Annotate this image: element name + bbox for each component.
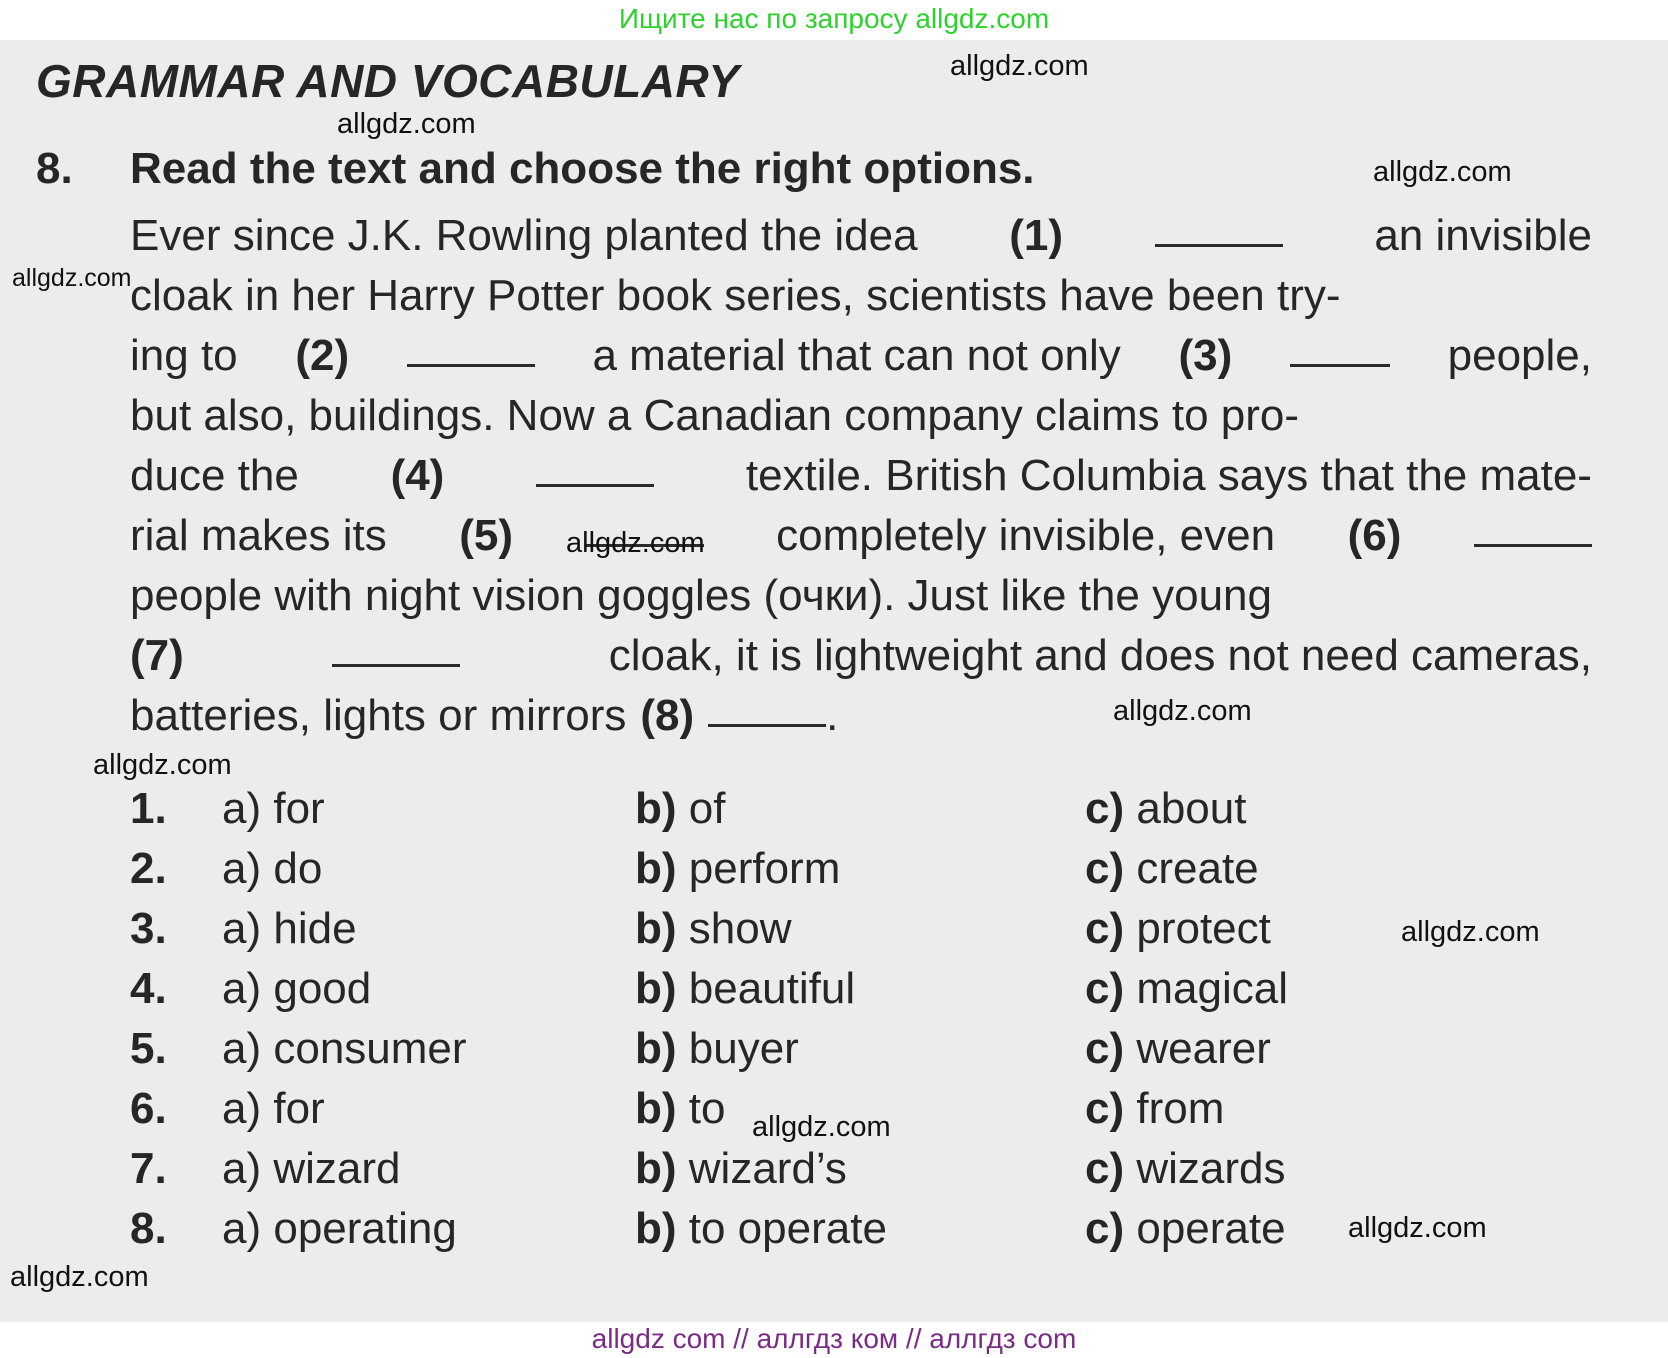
option-c [1085, 1024, 1271, 1074]
option-text: show [688, 904, 792, 953]
option-c [1085, 1144, 1286, 1194]
gap-blank [407, 326, 535, 367]
option-c [1085, 784, 1246, 834]
option-number: 5. [130, 1024, 167, 1073]
watermark: allgdz.com [1113, 695, 1252, 727]
option-c [1085, 1204, 1286, 1254]
gap-blank [708, 686, 826, 727]
option-b [635, 964, 855, 1014]
option-b [635, 1204, 887, 1254]
textbook-page [0, 40, 1668, 1322]
passage-text: a material that can not only [592, 331, 1121, 380]
option-a: a) operating [222, 1204, 457, 1253]
option-letter: c) [1085, 1024, 1125, 1073]
option-a: a) for [222, 784, 325, 833]
option-c [1085, 964, 1288, 1014]
watermark: allgdz.com [93, 749, 232, 781]
option-letter: b) [635, 1024, 677, 1073]
option-text: operate [1136, 1204, 1286, 1253]
passage-text: batteries, lights or mirrors [130, 691, 627, 740]
passage-text: an invisible [1374, 211, 1592, 260]
gap-blank [1155, 206, 1283, 247]
passage-text: Ever since J.K. Rowling planted the idea [130, 211, 918, 260]
option-c [1085, 904, 1271, 954]
option-number: 4. [130, 964, 167, 1013]
option-text: buyer [688, 1024, 799, 1073]
gap-blank [1290, 326, 1390, 367]
passage-text: ing to [130, 331, 238, 380]
option-a: a) good [222, 964, 372, 1013]
option-c [1085, 1084, 1224, 1134]
watermark: allgdz.com [337, 108, 476, 140]
passage-text: rial makes its [130, 511, 387, 560]
option-text: to [688, 1084, 726, 1133]
option-text: to operate [688, 1204, 887, 1253]
option-a: a) do [222, 844, 323, 893]
option-letter: c) [1085, 1204, 1125, 1253]
gap-number: (1) [1009, 211, 1063, 260]
passage-text: but also, buildings. Now a Canadian company claims to pro- [130, 391, 1300, 440]
top-banner: Ищите нас по запросу allgdz.com [618, 3, 1050, 34]
option-a: a) hide [222, 904, 357, 953]
option-text: wearer [1136, 1024, 1271, 1073]
passage-line [130, 266, 1592, 326]
passage-text: cloak, it is lightweight and does not need cameras, [608, 631, 1592, 680]
watermark: allgdz.com [12, 264, 132, 292]
gap-number: (5) [459, 511, 514, 560]
option-text: protect [1136, 904, 1271, 953]
passage-text: completely invisible, even [776, 511, 1276, 560]
option-text: wizard’s [688, 1144, 847, 1193]
option-text: magical [1136, 964, 1288, 1013]
option-text: perform [688, 844, 841, 893]
reading-passage [130, 206, 1592, 746]
passage-line [130, 506, 1592, 566]
option-text: about [1136, 784, 1247, 833]
gap-number: (6) [1347, 511, 1402, 560]
option-text: from [1136, 1084, 1225, 1133]
option-a: a) consumer [222, 1024, 467, 1073]
watermark: allgdz.com [1401, 916, 1540, 948]
task-instruction: Read the text and choose the right options. [130, 144, 1035, 193]
option-letter: c) [1085, 964, 1125, 1013]
passage-text: duce the [130, 451, 299, 500]
option-number: 3. [130, 904, 167, 953]
option-b [635, 1024, 799, 1074]
option-b [635, 1144, 847, 1194]
option-letter: b) [635, 964, 677, 1013]
watermark: allgdz.com [10, 1261, 149, 1293]
option-number: 7. [130, 1144, 167, 1193]
gap-blank [536, 446, 654, 487]
gap-number: (3) [1178, 331, 1233, 380]
gap-number: (4) [390, 451, 445, 500]
task-number: 8. [36, 144, 73, 193]
passage-end-period: . [826, 691, 839, 740]
option-b [635, 844, 840, 894]
passage-text: textile. British Columbia says that the mate- [745, 451, 1592, 500]
passage-line [130, 446, 1592, 506]
option-b [635, 904, 791, 954]
passage-text: cloak in her Harry Potter book series, scientists have been try- [130, 271, 1341, 320]
option-number: 2. [130, 844, 167, 893]
watermark: allgdz.com [566, 527, 705, 559]
option-number: 1. [130, 784, 167, 833]
gap-blank [332, 626, 460, 667]
bottom-banner: allgdz com // аллгдз ком // аллгдз com [591, 1323, 1077, 1354]
option-letter: b) [635, 1144, 677, 1193]
passage-line [130, 626, 1592, 686]
option-letter: b) [635, 1084, 677, 1133]
watermark: allgdz.com [1348, 1212, 1487, 1244]
gap-number: (2) [295, 331, 350, 380]
option-c [1085, 844, 1259, 894]
option-number: 6. [130, 1084, 167, 1133]
passage-text: people, [1447, 331, 1592, 380]
watermark: allgdz.com [752, 1111, 891, 1143]
option-a: a) wizard [222, 1144, 401, 1193]
option-letter: c) [1085, 844, 1125, 893]
watermark: allgdz.com [950, 50, 1089, 82]
option-text: create [1136, 844, 1259, 893]
option-number: 8. [130, 1204, 167, 1253]
option-text: beautiful [688, 964, 856, 1013]
gap-number: (7) [130, 631, 184, 680]
gap-number: (8) [640, 691, 695, 740]
option-letter: c) [1085, 784, 1125, 833]
option-letter: c) [1085, 1084, 1125, 1133]
passage-line [130, 386, 1592, 446]
gap-blank [1474, 506, 1592, 547]
option-letter: c) [1085, 1144, 1125, 1193]
option-text: of [688, 784, 726, 833]
option-a: a) for [222, 1084, 325, 1133]
option-letter: b) [635, 1204, 677, 1253]
passage-line [130, 686, 1592, 746]
passage-line [130, 566, 1592, 626]
option-letter: b) [635, 844, 677, 893]
option-text: wizards [1136, 1144, 1286, 1193]
passage-line [130, 206, 1592, 266]
passage-line [130, 326, 1592, 386]
passage-text: people with night vision goggles (очки). Just like the young [130, 571, 1272, 620]
watermark: allgdz.com [1373, 156, 1512, 188]
section-title: GRAMMAR AND VOCABULARY [36, 55, 740, 107]
option-letter: c) [1085, 904, 1125, 953]
option-letter: b) [635, 904, 677, 953]
option-b [635, 1084, 725, 1134]
option-letter: b) [635, 784, 677, 833]
option-b [635, 784, 725, 834]
